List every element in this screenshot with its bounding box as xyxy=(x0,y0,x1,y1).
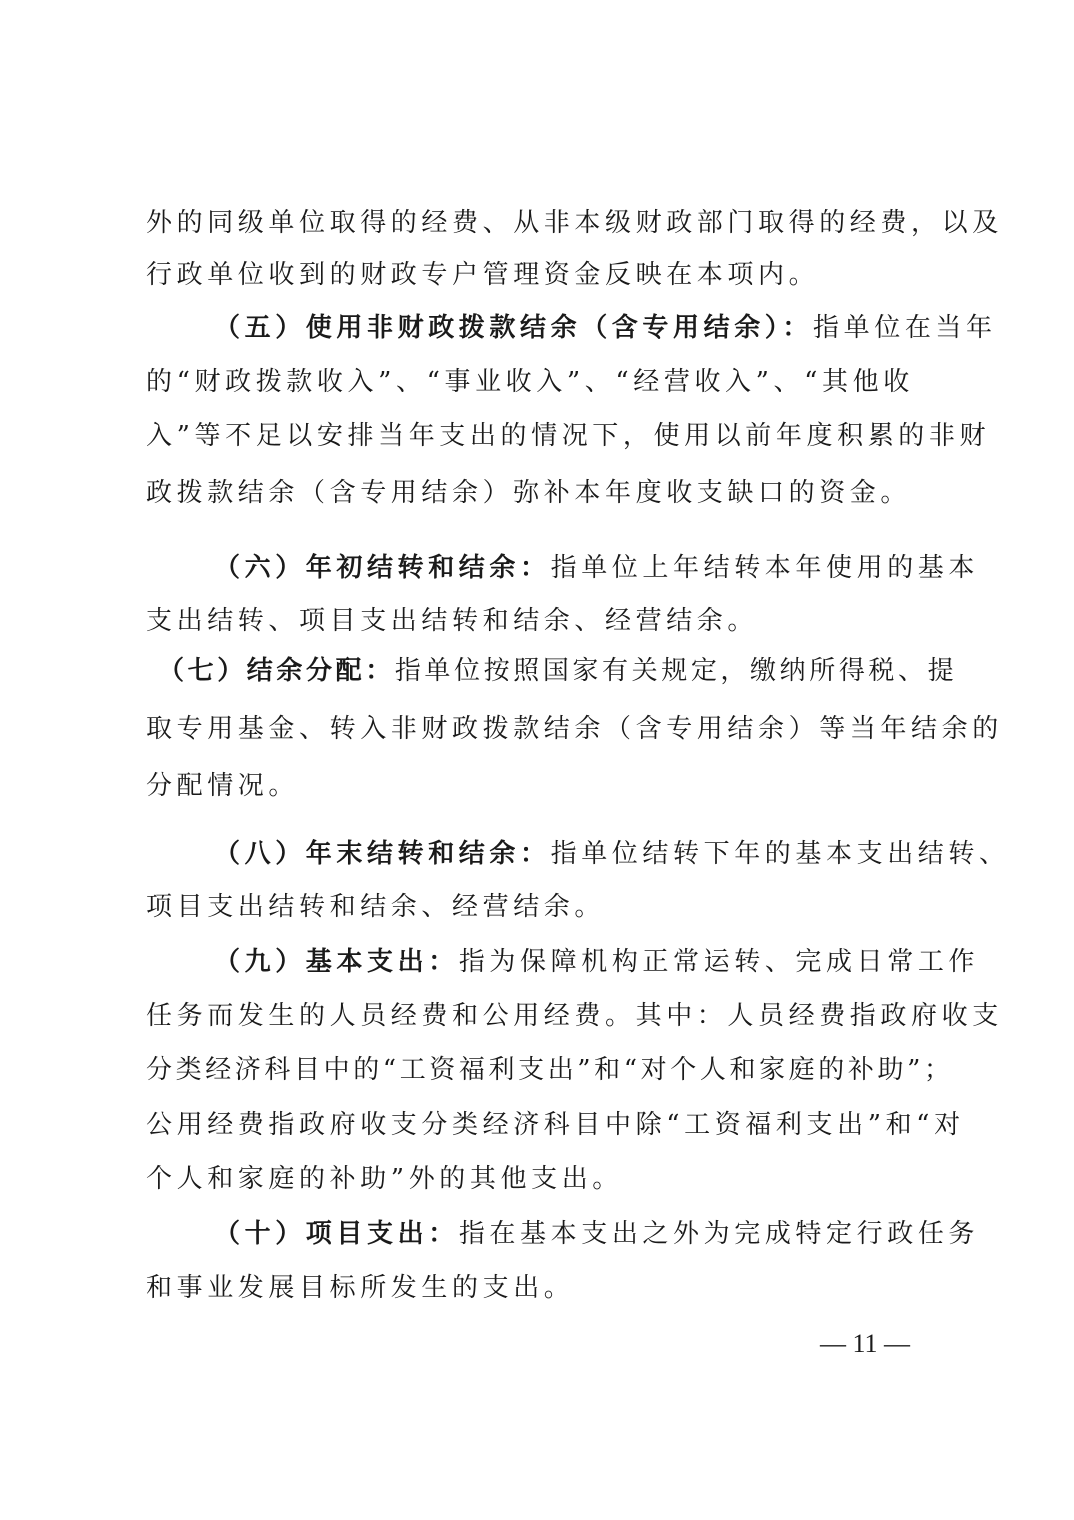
text-line xyxy=(146,998,1003,1034)
text-line xyxy=(146,1107,965,1143)
body-text: 任务而发生的人员经费和公用经费。其中：人员经费指政府收支 xyxy=(146,1001,1003,1031)
body-text: 取专用基金、转入非财政拨款结余（含专用结余）等当年结余的 xyxy=(146,714,1003,744)
text-line xyxy=(146,768,946,804)
body-text: 分类经济科目中的“工资福利支出”和“对个人和家庭的补助”； xyxy=(146,1055,954,1085)
body-text: 入”等不足以安排当年支出的情况下，使用以前年度积累的非财 xyxy=(146,421,991,451)
text-line xyxy=(146,889,946,925)
text-line xyxy=(146,711,1003,747)
body-text: 和事业发展目标所发生的支出。 xyxy=(146,1273,575,1303)
body-text: 公用经费指政府收支分类经济科目中除“工资福利支出”和“对 xyxy=(146,1110,965,1140)
body-text: 指单位在当年 xyxy=(813,313,997,343)
text-line xyxy=(146,603,946,639)
body-text: 项目支出结转和结余、经营结余。 xyxy=(146,892,606,922)
term-label: （五）使用非财政拨款结余（含专用结余）： xyxy=(214,313,814,343)
text-line xyxy=(146,1270,946,1306)
body-text: 外的同级单位取得的经费、从非本级财政部门取得的经费，以及 xyxy=(146,208,1003,238)
text-line xyxy=(146,364,946,400)
text-line xyxy=(146,257,946,293)
body-text: 行政单位收到的财政专户管理资金反映在本项内。 xyxy=(146,260,820,290)
body-text: 政拨款结余（含专用结余）弥补本年度收支缺口的资金。 xyxy=(146,478,912,508)
term-label: （六）年初结转和结余： xyxy=(214,553,551,583)
section-heading-5 xyxy=(214,310,997,346)
section-heading-9 xyxy=(214,944,980,980)
text-line xyxy=(146,1052,954,1088)
body-text: 指单位上年结转本年使用的基本 xyxy=(550,553,980,583)
text-line xyxy=(146,475,946,511)
page-number: — 11 — xyxy=(820,1329,911,1358)
section-heading-6 xyxy=(214,550,980,586)
section-heading-8 xyxy=(214,836,1010,872)
term-label: （七）结余分配： xyxy=(158,656,395,686)
body-text: 指单位按照国家有关规定，缴纳所得税、提 xyxy=(394,656,958,686)
section-heading-10 xyxy=(214,1216,980,1252)
text-line xyxy=(146,1161,946,1197)
body-text: 指单位结转下年的基本支出结转、 xyxy=(550,839,1010,869)
term-label: （八）年末结转和结余： xyxy=(214,839,551,869)
term-label: （十）项目支出： xyxy=(214,1219,459,1249)
body-text: 支出结转、项目支出结转和结余、经营结余。 xyxy=(146,606,759,636)
body-text: 分配情况。 xyxy=(146,771,300,801)
term-label: （九）基本支出： xyxy=(214,947,459,977)
body-text: 指为保障机构正常运转、完成日常工作 xyxy=(458,947,980,977)
body-text: 指在基本支出之外为完成特定行政任务 xyxy=(458,1219,980,1249)
text-line xyxy=(146,418,991,454)
body-text: 个人和家庭的补助”外的其他支出。 xyxy=(146,1164,623,1194)
text-line xyxy=(146,205,1003,241)
body-text: 的“财政拨款收入”、“事业收入”、“经营收入”、“其他收 xyxy=(146,367,914,397)
section-heading-7 xyxy=(158,653,958,689)
